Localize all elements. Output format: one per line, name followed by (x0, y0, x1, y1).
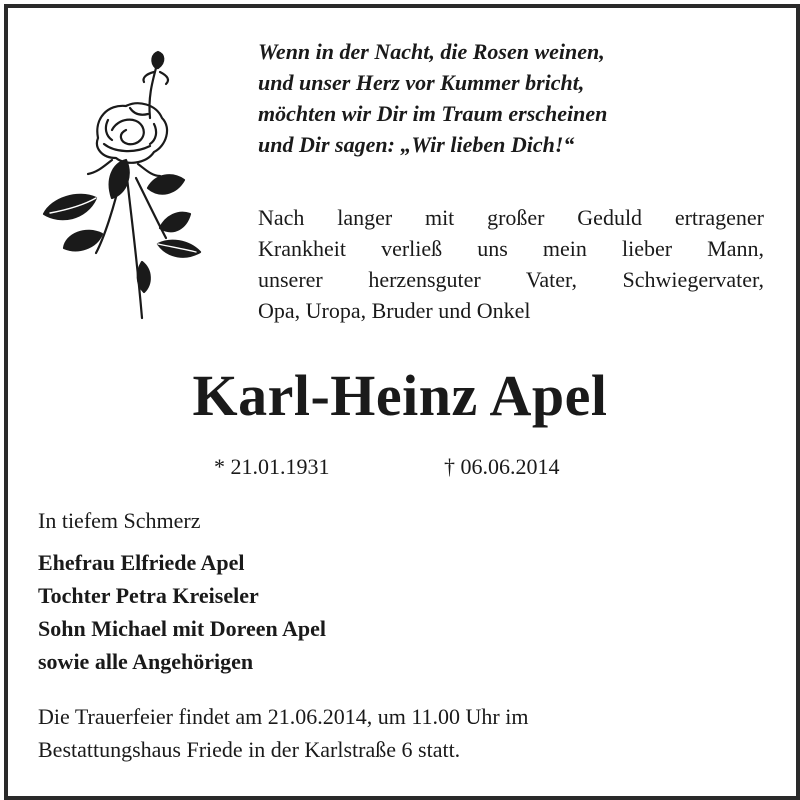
service-line: Bestattungshaus Friede in der Karlstraße 6 statt. (38, 737, 461, 762)
announcement-line: Opa, Uropa, Bruder und Onkel (258, 298, 531, 323)
poem-line: Wenn in der Nacht, die Rosen weinen, (258, 39, 605, 64)
family-member: Ehefrau Elfriede Apel (38, 550, 245, 575)
family-list (38, 546, 326, 678)
memorial-poem (258, 36, 778, 160)
poem-line: und Dir sagen: „Wir lieben Dich!“ (258, 132, 575, 157)
deceased-name: Karl-Heinz Apel (192, 363, 608, 428)
announcement-line: unserer herzensguter Vater, Schwiegervater, (258, 267, 764, 292)
family-member: Tochter Petra Kreiseler (38, 583, 259, 608)
mourning-intro: In tiefem Schmerz (38, 508, 201, 533)
family-member: sowie alle Angehörigen (38, 649, 254, 674)
rose-icon (38, 48, 208, 328)
announcement-text (258, 202, 764, 326)
poem-line: und unser Herz vor Kummer bricht, (258, 70, 585, 95)
family-member: Sohn Michael mit Doreen Apel (38, 616, 327, 641)
poem-line: möchten wir Dir im Traum erscheinen (258, 101, 608, 126)
announcement-line: Nach langer mit großer Geduld ertragener (258, 205, 764, 230)
birth-date: * 21.01.1931 (214, 454, 330, 479)
announcement-line: Krankheit verließ uns mein lieber Mann, (258, 236, 764, 261)
death-date: † 06.06.2014 (444, 454, 560, 479)
service-line: Die Trauerfeier findet am 21.06.2014, um 11.00 Uhr im (38, 704, 529, 729)
funeral-service-info (38, 700, 528, 766)
